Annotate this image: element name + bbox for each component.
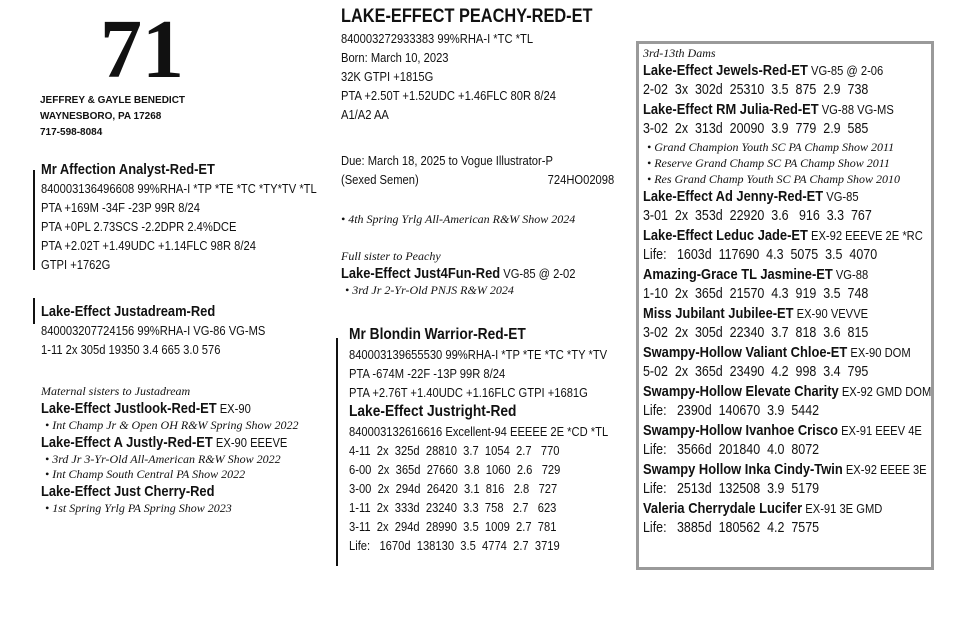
- sire-pta-3: PTA +2.02T +1.49UDC +1.14FLC 98R 8/24: [41, 238, 256, 253]
- consignor-name: JEFFREY & GAYLE BENEDICT: [40, 95, 186, 106]
- dam10-record: Life: 2390d 140670 3.9 5442: [643, 403, 820, 419]
- sister-1-name: Lake-Effect Justlook-Red-ET: [41, 400, 217, 417]
- sister-2-award-1: • 3rd Jr 3-Yr-Old All-American R&W Show 2022: [45, 452, 281, 466]
- sister-1-name-line: [41, 399, 287, 418]
- granddam-record-2: 6-00 2x 365d 27660 3.8 1060 2.6 729: [349, 462, 561, 477]
- sire-divider: [33, 170, 35, 270]
- dam3-name: Lake-Effect Jewels-Red-ET: [643, 62, 808, 79]
- mgs-pta-2: PTA +2.76T +1.40UDC +1.16FLC GTPI +1681G: [349, 385, 588, 400]
- dam12-class: EX-92 EEEE 3E: [842, 462, 927, 477]
- granddam-life: Life: 1670d 138130 3.5 4774 2.7 3719: [349, 538, 560, 553]
- dam7-record: 1-10 2x 365d 21570 4.3 919 3.5 748: [643, 286, 869, 302]
- dam11-name-line: [643, 421, 931, 440]
- dam9-name-line: [643, 343, 931, 362]
- sister-2-name-line: [41, 433, 287, 452]
- dam4-name: Lake-Effect RM Julia-Red-ET: [643, 101, 819, 118]
- animal-pta: PTA +2.50T +1.52UDC +1.46FLC 80R 8/24: [341, 88, 556, 103]
- dam4-award-1: • Grand Champion Youth SC PA Champ Show 2011: [647, 140, 895, 154]
- dam4-record: 3-02 2x 313d 20090 3.9 779 2.9 585: [643, 121, 869, 137]
- lot-number: 71: [100, 3, 184, 96]
- dam12-name: Swampy Hollow Inka Cindy-Twin: [643, 461, 843, 478]
- granddam-record-4: 1-11 2x 333d 23240 3.3 758 2.7 623: [349, 500, 557, 515]
- maternal-sisters-label: Maternal sisters to Justadream: [41, 384, 191, 398]
- dam13-name-line: [643, 499, 931, 518]
- dam13-class: EX-91 3E GMD: [802, 501, 883, 516]
- dams-label: 3rd-13th Dams: [643, 46, 716, 60]
- dam9-record: 5-02 2x 365d 23490 4.2 998 3.4 795: [643, 364, 869, 380]
- sire-pta-2: PTA +0PL 2.73SCS -2.2DPR 2.4%DCE: [41, 219, 237, 234]
- animal-block: [341, 5, 592, 124]
- dam4-award-2: • Reserve Grand Champ SC PA Champ Show 2011: [647, 156, 890, 170]
- full-sister-label: Full sister to Peachy: [341, 249, 441, 263]
- consignor-phone: 717-598-8084: [40, 127, 103, 138]
- dam13-record: Life: 3885d 180562 4.2 7575: [643, 520, 820, 536]
- sexed-label: (Sexed Semen): [341, 172, 419, 187]
- dam4-award-3: • Res Grand Champ Youth SC PA Champ Show 2010: [647, 172, 901, 186]
- sire-name: Mr Affection Analyst-Red-ET: [41, 161, 215, 178]
- granddam-record-1: 4-11 2x 325d 28810 3.7 1054 2.7 770: [349, 443, 560, 458]
- sire-block: [41, 160, 317, 274]
- dam-reg: 840003207724156 99%RHA-I VG-86 VG-MS: [41, 323, 266, 338]
- dam3-class: VG-85 @ 2-06: [807, 63, 884, 78]
- due-block: [341, 151, 614, 189]
- dam11-record: Life: 3566d 201840 4.0 8072: [643, 442, 820, 458]
- consignor-city: WAYNESBORO, PA 17268: [40, 111, 162, 122]
- full-sister-name-line: [341, 264, 575, 283]
- granddam-reg: 840003132616616 Excellent-94 EEEEE 2E *CD *TL: [349, 424, 609, 439]
- dam9-class: EX-90 DOM: [847, 345, 911, 360]
- dam8-record: 3-02 2x 305d 22340 3.7 818 3.6 815: [643, 325, 869, 341]
- full-sister-name: Lake-Effect Just4Fun-Red: [341, 265, 501, 282]
- animal-gtpi: 32K GTPI +1815G: [341, 69, 434, 84]
- dam5-class: VG-85: [823, 189, 859, 204]
- granddam-record-5: 3-11 2x 294d 28990 3.5 1009 2.7 781: [349, 519, 557, 534]
- dam7-name-line: [643, 265, 931, 284]
- sire-code: 724HO02098: [547, 172, 615, 187]
- sire-gtpi: GTPI +1762G: [41, 257, 111, 272]
- dam6-class: EX-92 EEEVE 2E *RC: [807, 228, 923, 243]
- mgs-divider: [336, 338, 338, 566]
- dam-block: [41, 302, 265, 359]
- mgs-name: Mr Blondin Warrior-Red-ET: [349, 326, 526, 343]
- full-sister: [341, 249, 614, 298]
- animal-name: LAKE-EFFECT PEACHY-RED-ET: [341, 6, 593, 27]
- granddam-record-3: 3-00 2x 294d 26420 3.1 816 2.8 727: [349, 481, 558, 496]
- sister-1-award-1: • Int Champ Jr & Open OH R&W Spring Show 2022: [45, 418, 299, 432]
- dam4-name-line: [643, 100, 931, 119]
- dam5-record: 3-01 2x 353d 22920 3.6 916 3.3 767: [643, 208, 872, 224]
- dam7-class: VG-88: [832, 267, 869, 282]
- animal-born: Born: March 10, 2023: [341, 50, 449, 65]
- dam10-name: Swampy-Hollow Elevate Charity: [643, 383, 839, 400]
- dam10-name-line: [643, 382, 931, 401]
- dam12-name-line: [643, 460, 931, 479]
- granddam-name: Lake-Effect Justright-Red: [349, 403, 517, 420]
- dam3-record: 2-02 3x 302d 25310 3.5 875 2.9 738: [643, 82, 869, 98]
- dam12-record: Life: 2513d 132508 3.9 5179: [643, 481, 820, 497]
- sister-3-award-1: • 1st Spring Yrlg PA Spring Show 2023: [45, 501, 232, 515]
- mgs-reg: 840003139655530 99%RHA-I *TP *TE *TC *TY *TV: [349, 347, 608, 362]
- dam11-name: Swampy-Hollow Ivanhoe Crisco: [643, 422, 838, 439]
- maternal-sisters: [41, 384, 327, 516]
- dam-divider: [33, 298, 35, 324]
- animal-reg: 840003272933383 99%RHA-I *TC *TL: [341, 31, 534, 46]
- sister-2-award-2: • Int Champ South Central PA Show 2022: [45, 467, 246, 481]
- sister-2-class: EX-90 EEEVE: [212, 435, 288, 450]
- dam4-class: VG-88 VG-MS: [818, 102, 894, 117]
- dam5-name-line: [643, 187, 931, 206]
- sister-3-name-line: [41, 482, 287, 501]
- dams-list: [643, 46, 970, 538]
- dam-record: 1-11 2x 305d 19350 3.4 665 3.0 576: [41, 342, 221, 357]
- dam10-class: EX-92 GMD DOM: [838, 384, 932, 399]
- full-sister-class: VG-85 @ 2-02: [500, 266, 576, 281]
- dam6-name-line: [643, 226, 931, 245]
- animal-award: • 4th Spring Yrlg All-American R&W Show 2024: [341, 212, 576, 226]
- mgs-block: [349, 325, 608, 555]
- dam6-name: Lake-Effect Leduc Jade-ET: [643, 227, 808, 244]
- dam3-name-line: [643, 61, 931, 80]
- sister-1-class: EX-90: [216, 401, 251, 416]
- dam8-name: Miss Jubilant Jubilee-ET: [643, 305, 794, 322]
- dam6-record: Life: 1603d 117690 4.3 5075 3.5 4070: [643, 247, 878, 263]
- sire-pta-1: PTA +169M -34F -23P 99R 8/24: [41, 200, 201, 215]
- due-date: Due: March 18, 2025 to Vogue Illustrator-P: [341, 153, 553, 168]
- dam-name: Lake-Effect Justadream-Red: [41, 303, 216, 320]
- mgs-pta-1: PTA -674M -22F -13P 99R 8/24: [349, 366, 506, 381]
- dam5-name: Lake-Effect Ad Jenny-Red-ET: [643, 188, 824, 205]
- sexed-semen: [341, 170, 614, 189]
- dam11-class: EX-91 EEEV 4E: [837, 423, 922, 438]
- dam7-name: Amazing-Grace TL Jasmine-ET: [643, 266, 833, 283]
- full-sister-award: • 3rd Jr 2-Yr-Old PNJS R&W 2024: [345, 283, 514, 297]
- sister-2-name: Lake-Effect A Justly-Red-ET: [41, 434, 213, 451]
- dam9-name: Swampy-Hollow Valiant Chloe-ET: [643, 344, 848, 361]
- dam13-name: Valeria Cherrydale Lucifer: [643, 500, 803, 517]
- animal-a2: A1/A2 AA: [341, 107, 389, 122]
- sire-reg: 840003136496608 99%RHA-I *TP *TE *TC *TY*TV *TL: [41, 181, 317, 196]
- dam8-name-line: [643, 304, 931, 323]
- dam8-class: EX-90 VEVVE: [793, 306, 869, 321]
- sister-3-name: Lake-Effect Just Cherry-Red: [41, 483, 215, 500]
